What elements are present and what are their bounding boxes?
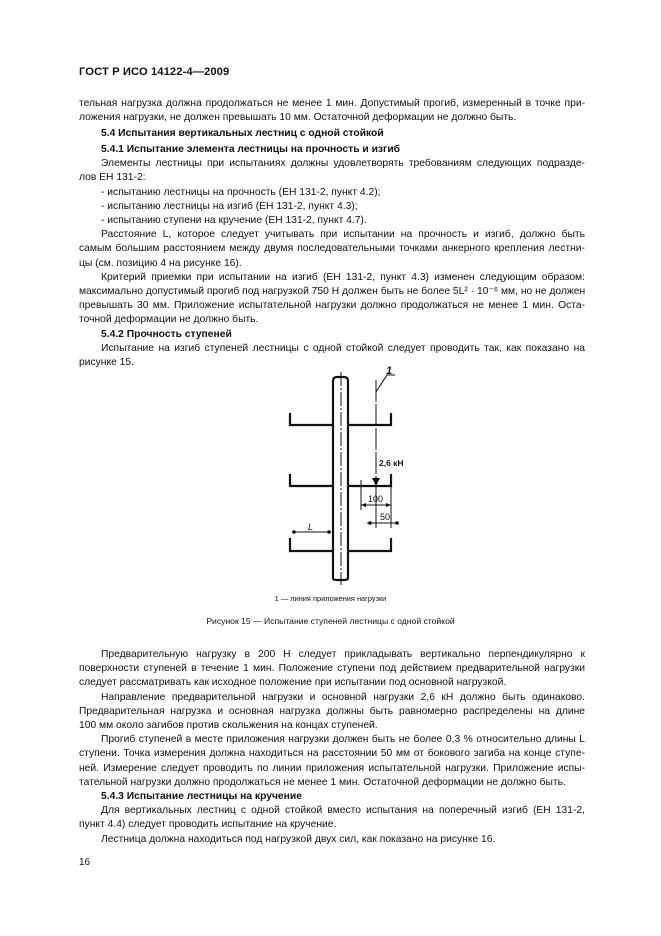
load-label: 2,6 кН (379, 458, 404, 468)
text-line: Прогиб ступеней в месте приложения нагрузки должен быть не более 0,3 % относительно длины L (101, 734, 585, 746)
rung-top-left (290, 413, 333, 425)
text-line: рисунке 15. (79, 357, 134, 369)
text-line: лов ЕН 131-2: (79, 172, 146, 184)
callout-number: 1 (386, 365, 393, 377)
text-line: Расстояние L, которое следует учитывать при испытании на прочность и изгиб, должно быть (101, 229, 585, 241)
rung-top-right (348, 413, 391, 425)
rung-mid-right (348, 474, 391, 486)
text-line: Для вертикальных лестниц с одной стойкой вместо испытания на поперечный изгиб (ЕН 131-2, (101, 805, 585, 817)
text-line: Направление предварительной нагрузки и основной нагрузки 2,6 кН должно быть одинаково. (101, 691, 585, 703)
text-line: поверхности ступеней в течение 1 мин. Положение ступени под действием предварительной нагрузки (79, 663, 585, 675)
list-item: - испытанию лестницы на прочность (ЕН 131-2, пункт 4.2); (101, 186, 381, 198)
rung-bot-right (348, 538, 391, 551)
text-line: тельная нагрузка должна продолжаться не менее 1 мин. Допустимый прогиб, измеренный в точке при- (79, 98, 585, 109)
post-figure-text (79, 648, 585, 847)
text-line: ступени. Точка измерения должна находиться на расстоянии 50 мм от бокового загиба на конце ступе- (79, 748, 585, 760)
text-line: ложения нагрузки, не должен превышать 10 мм. Остаточной деформации не должно быть. (79, 112, 517, 124)
heading-text: 5.4 Испытания вертикальных лестниц с одной стойкой (101, 128, 384, 139)
text-line: 100 мм около загибов против скольжения на концах ступеней. (79, 720, 378, 732)
text-line: Предварительную нагрузку в 200 Н следует прикладывать вертикально перпендикулярно к (101, 649, 585, 660)
section-5-4-1-heading: 5.4.1 Испытание элемента лестницы на прочность и изгиб (101, 144, 401, 155)
list-item: - испытанию ступени на кручение (ЕН 131-2, пункт 4.7). (101, 215, 367, 227)
text-line: максимально допустимый прогиб под нагрузкой 750 Н должен быть не более 5L² · 10⁻⁶ мм, но не должен (79, 286, 586, 298)
text-line: пункт 4.4) следует проводить испытание на кручение. (79, 819, 337, 831)
figure-legend: 1 — линия приложения нагрузки (274, 594, 387, 603)
page-number: 16 (79, 857, 91, 868)
text-line: ней. Измерение следует проводить по линии приложения испытательной нагрузки. Приложение испы- (79, 762, 585, 774)
text-line: Испытание на изгиб ступеней лестницы с одной стойкой следует проводить так, как показано на (101, 342, 585, 354)
text-line: следует рассматривать как исходное положение при испытании под основной нагрузкой. (79, 677, 507, 689)
text-line: цы (см. позицию 4 на рисунке 16). (79, 257, 242, 269)
text-line: превышать 30 мм. Приложение испытательной нагрузки должно продолжаться не менее 1 мин. Оста- (79, 300, 585, 312)
dim-100-label: 100 (368, 494, 384, 504)
text-line: точной деформации не должно быть. (79, 314, 259, 326)
document-header-id: ГОСТ Р ИСО 14122-4—2009 (79, 66, 230, 78)
figure-caption: Рисунок 15 — Испытание ступеней лестницы с одной стойкой (206, 616, 455, 626)
text-line: тательной нагрузки должно продолжаться не менее 1 мин. Остаточной деформации не должно быть. (79, 776, 566, 788)
load-arrow-icon (372, 478, 380, 486)
text-line: Лестница должна находиться под нагрузкой двух сил, как показано на рисунке 16. (101, 833, 496, 845)
rung-bot-left (290, 538, 333, 551)
dim-L-label: L (308, 522, 314, 532)
dim-50-label: 50 (380, 512, 391, 522)
text-line: самым большим расстоянием между двумя последовательными точками анкерного крепления лестни- (79, 243, 585, 255)
rung-mid-left (290, 474, 333, 486)
text-line: Элементы лестницы при испытаниях должны удовлетворять требованиям следующих подразде- (101, 158, 585, 170)
list-item: - испытанию лестницы на изгиб (ЕН 131-2, пункт 4.3); (101, 200, 358, 212)
section-5-4-3-heading: 5.4.3 Испытание лестницы на кручение (101, 791, 302, 803)
section-5-4-2-heading: 5.4.2 Прочность ступеней (101, 328, 232, 340)
text-line: Критерий приемки при испытании на изгиб (ЕН 131-2, пункт 4.3) изменен следующим образом: (101, 271, 585, 283)
text-line: Предварительная нагрузка и основная нагрузка должны быть равномерно распределены на длине (79, 705, 585, 717)
